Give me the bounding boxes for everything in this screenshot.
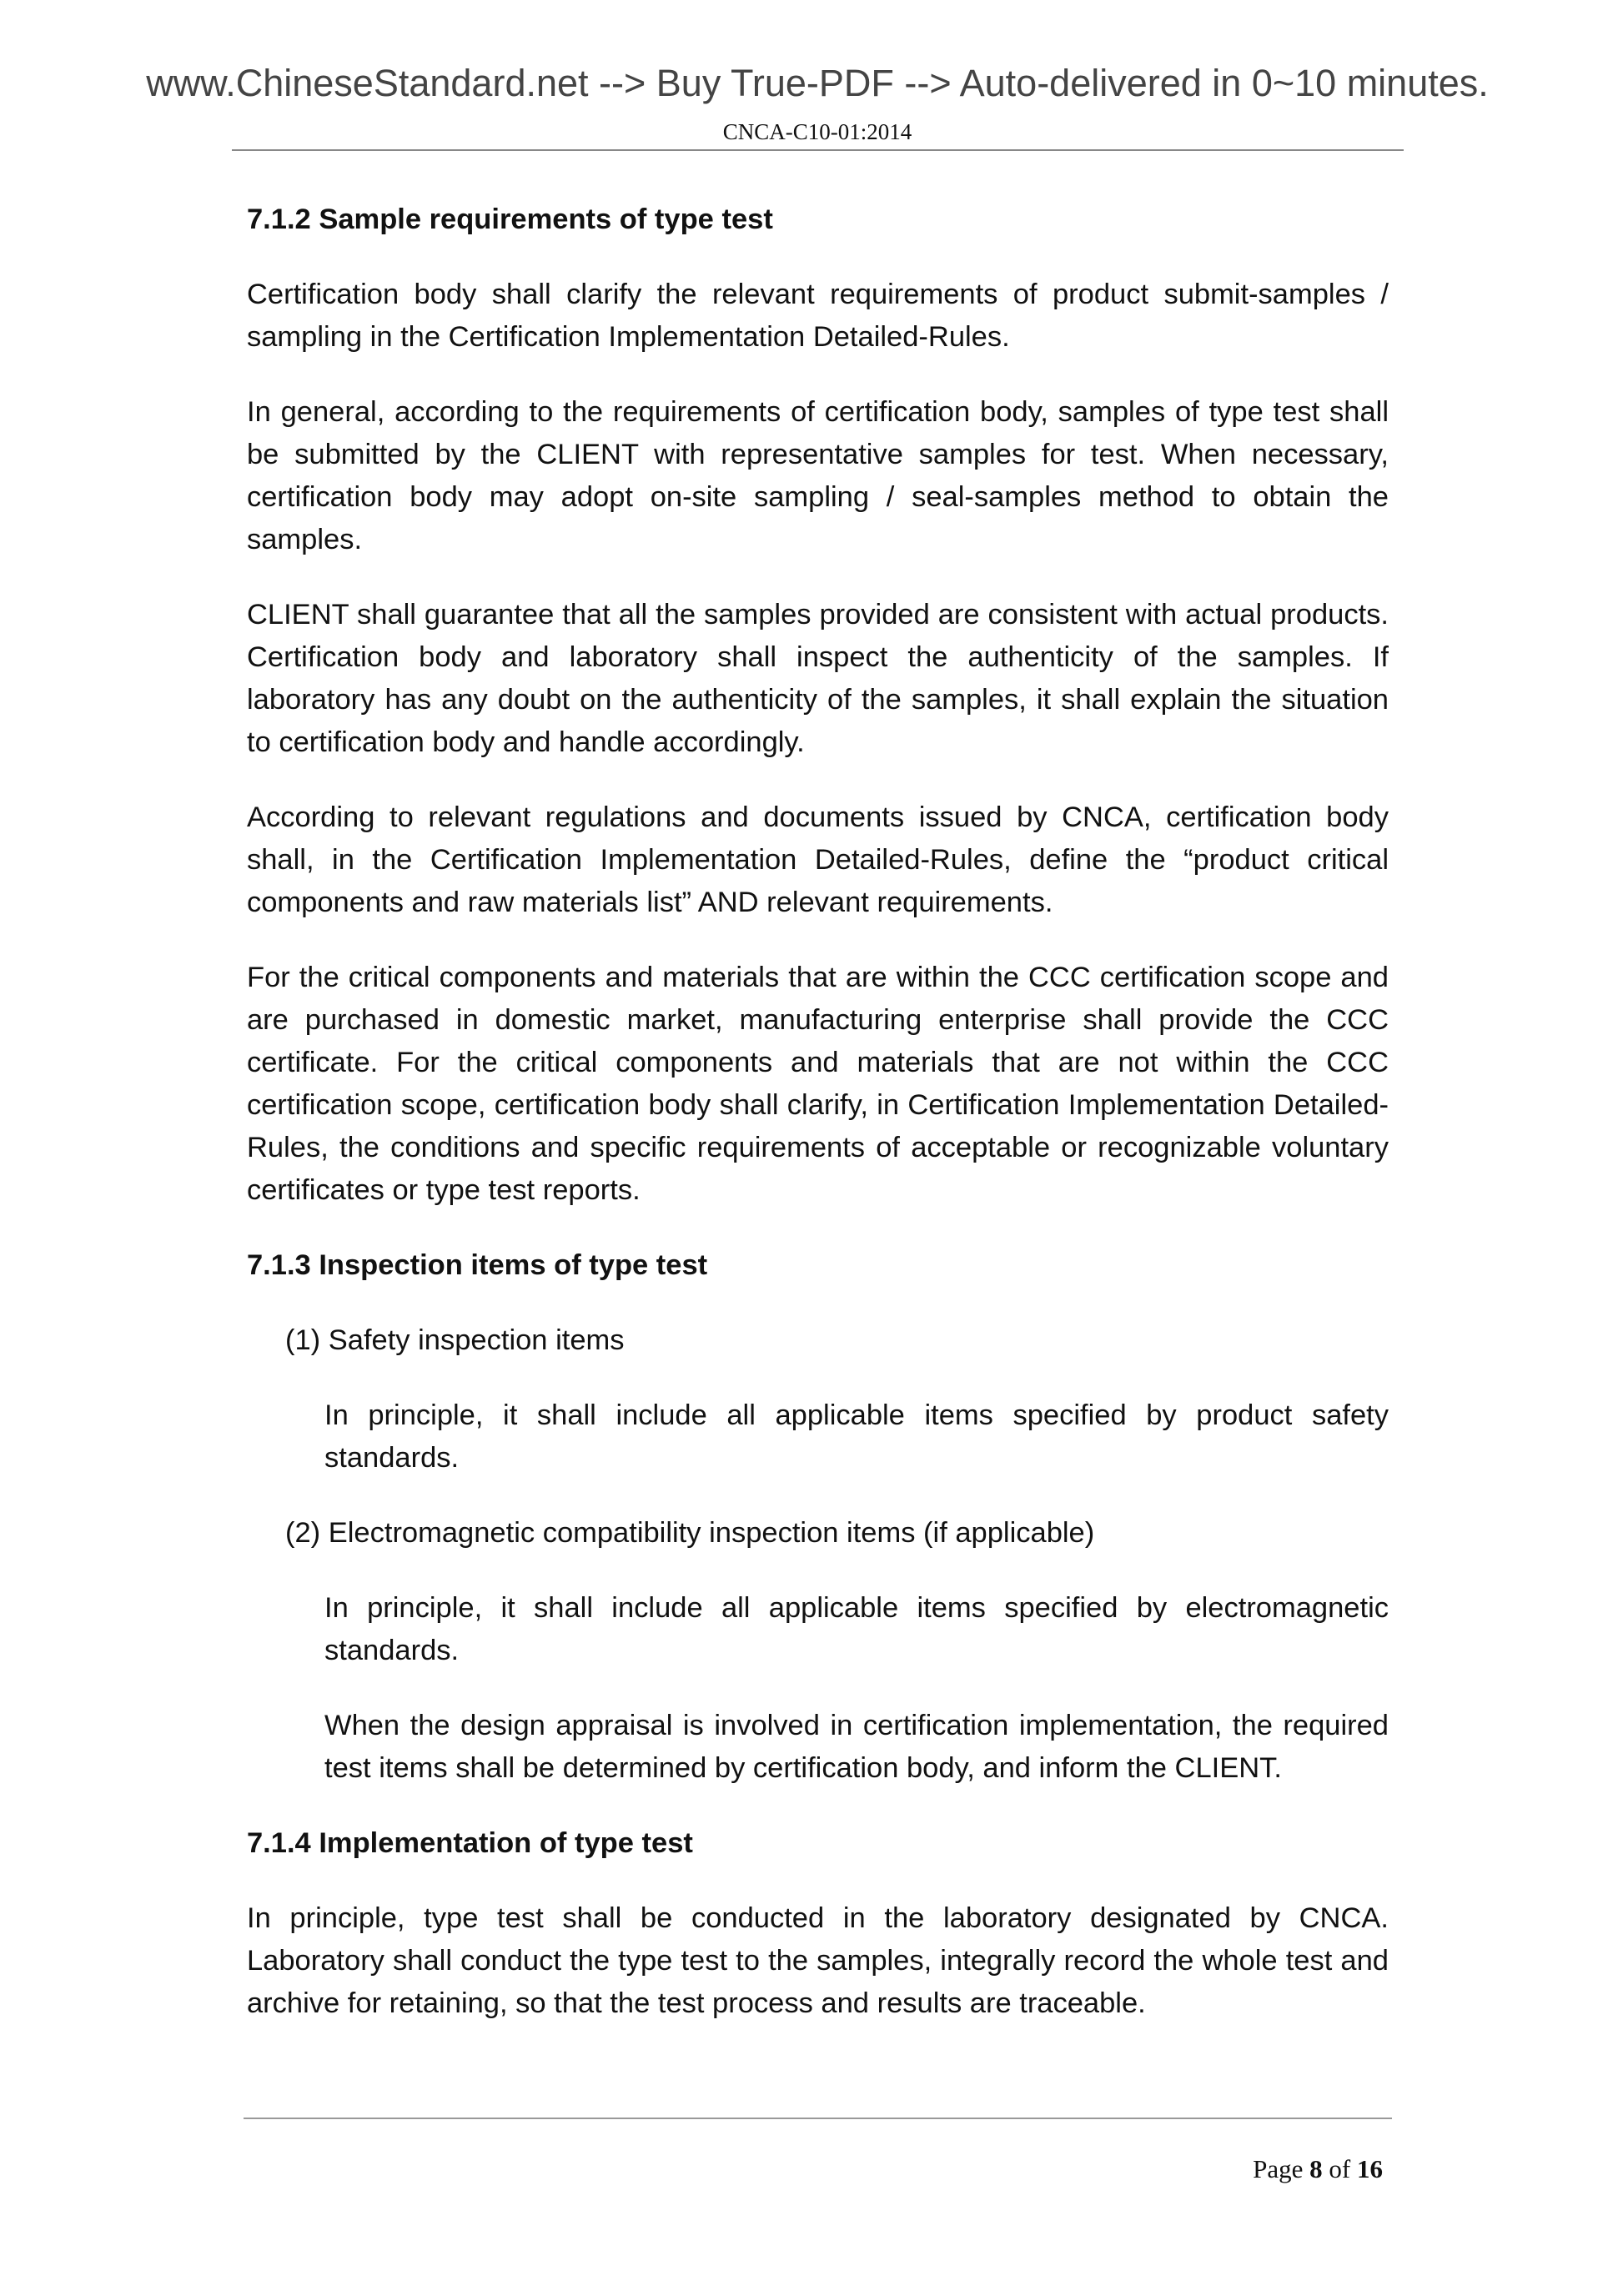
paragraph: Certification body shall clarify the relevant requirements of product submit-samples / sampling in the Certification Implementation Detailed-Rules.: [247, 279, 1389, 353]
section-heading: 7.1.4 Implementation of type test: [247, 1827, 693, 1859]
paragraph: In principle, it shall include all applicable items specified by product safety standards.: [324, 1399, 1389, 1474]
document-body: [247, 198, 1389, 2057]
page-total: 16: [1357, 2154, 1383, 2183]
page-word: Page: [1253, 2154, 1304, 2183]
section-heading: 7.1.3 Inspection items of type test: [247, 1249, 708, 1281]
section-heading: 7.1.2 Sample requirements of type test: [247, 203, 773, 235]
list-item-label: (2) Electromagnetic compatibility inspection items (if applicable): [285, 1517, 1095, 1549]
site-banner: www.ChineseStandard.net --> Buy True-PDF --> Auto-delivered in 0~10 minutes.: [146, 62, 1489, 104]
page-number: 8: [1309, 2154, 1323, 2183]
paragraph: For the critical components and materials that are within the CCC certification scope and are purchased in domestic market, manufacturing enterprise shall provide the CCC certificate. For the critical components and materials that are not within the CCC certification scope, certification body shall clarify, in Certification Implementation Detailed-Rules, the conditions and specific requirements of acceptable or recognizable voluntary certificates or type test reports.: [247, 962, 1389, 1206]
list-item-label: (1) Safety inspection items: [285, 1324, 625, 1356]
page-indicator: [1253, 2154, 1383, 2184]
paragraph: CLIENT shall guarantee that all the samples provided are consistent with actual products. Certification body and laboratory shall inspect the authenticity of the samples. If laboratory has any doubt on the authenticity of the samples, it shall explain the situation to certification body and handle accordingly.: [247, 599, 1389, 758]
header-divider: [232, 149, 1404, 151]
footer-divider: [244, 2118, 1392, 2119]
paragraph: In general, according to the requirements of certification body, samples of type test shall be submitted by the CLIENT with representative samples for test. When necessary, certification body may adopt on-site sampling / seal-samples method to obtain the samples.: [247, 396, 1389, 555]
paragraph: In principle, type test shall be conducted in the laboratory designated by CNCA. Laboratory shall conduct the type test to the samples, integrally record the whole test and archive for retaining, so that the test process and results are traceable.: [247, 1902, 1389, 2019]
paragraph: When the design appraisal is involved in certification implementation, the required test items shall be determined by certification body, and inform the CLIENT.: [324, 1710, 1389, 1784]
paragraph: In principle, it shall include all applicable items specified by electromagnetic standards.: [324, 1592, 1389, 1666]
of-word: of: [1329, 2154, 1351, 2183]
paragraph: According to relevant regulations and documents issued by CNCA, certification body shall, in the Certification Implementation Detailed-Rules, define the “product critical components and raw materials list” AND relevant requirements.: [247, 801, 1389, 918]
document-id: CNCA-C10-01:2014: [722, 119, 912, 144]
